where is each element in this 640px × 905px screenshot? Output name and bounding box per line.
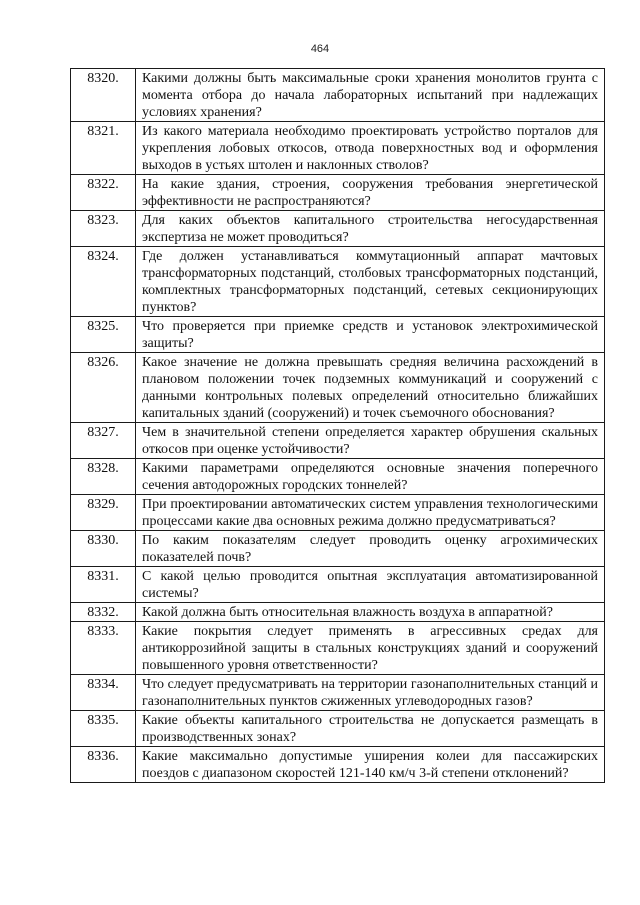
- question-number: 8328.: [71, 459, 136, 495]
- question-number: 8331.: [71, 567, 136, 603]
- table-row: [71, 603, 605, 622]
- question-text: Что проверяется при приемке средств и установок электрохимической защиты?: [136, 317, 605, 353]
- question-text: С какой целью проводится опытная эксплуатация автоматизированной системы?: [136, 567, 605, 603]
- table-row: [71, 747, 605, 783]
- question-text: Какие объекты капитального строительства не допускается размещать в производственных зонах?: [136, 711, 605, 747]
- table-row: [71, 423, 605, 459]
- table-row: [71, 622, 605, 675]
- table-row: [71, 211, 605, 247]
- question-text: При проектировании автоматических систем управления технологическими процессами какие два основных режима должно предусматриваться?: [136, 495, 605, 531]
- question-number: 8333.: [71, 622, 136, 675]
- page-number: 464: [310, 43, 330, 55]
- table-row: [71, 247, 605, 317]
- question-number: 8334.: [71, 675, 136, 711]
- question-text: Какими должны быть максимальные сроки хранения монолитов грунта с момента отбора до начала лабораторных испытаний при надлежащих условиях хранения?: [136, 69, 605, 122]
- table-row: [71, 675, 605, 711]
- question-text: Где должен устанавливаться коммутационный аппарат мачтовых трансформаторных подстанций, столбовых трансформаторных подстанций, комплектных трансформаторных подстанций, сетевых секционирующих пунктов?: [136, 247, 605, 317]
- question-number: 8323.: [71, 211, 136, 247]
- question-text: Какие максимально допустимые уширения колеи для пассажирских поездов с диапазоном скоростей 121-140 км/ч 3-й степени отклонений?: [136, 747, 605, 783]
- question-number: 8332.: [71, 603, 136, 622]
- question-number: 8325.: [71, 317, 136, 353]
- table-row: [71, 175, 605, 211]
- question-number: 8327.: [71, 423, 136, 459]
- question-text: Какими параметрами определяются основные значения поперечного сечения автодорожных городских тоннелей?: [136, 459, 605, 495]
- question-number: 8330.: [71, 531, 136, 567]
- question-text: Для каких объектов капитального строительства негосударственная экспертиза не может проводиться?: [136, 211, 605, 247]
- questions-table: [70, 68, 605, 783]
- question-text: Какой должна быть относительная влажность воздуха в аппаратной?: [136, 603, 605, 622]
- question-number: 8336.: [71, 747, 136, 783]
- question-text: Что следует предусматривать на территории газонаполнительных станций и газонаполнительных пунктов сжиженных углеводородных газов?: [136, 675, 605, 711]
- question-text: По каким показателям следует проводить оценку агрохимических показателей почв?: [136, 531, 605, 567]
- table-row: [71, 711, 605, 747]
- question-text: Чем в значительной степени определяется характер обрушения скальных откосов при оценке устойчивости?: [136, 423, 605, 459]
- question-number: 8322.: [71, 175, 136, 211]
- question-number: 8324.: [71, 247, 136, 317]
- question-text: На какие здания, строения, сооружения требования энергетической эффективности не распространяются?: [136, 175, 605, 211]
- question-number: 8321.: [71, 122, 136, 175]
- question-number: 8320.: [71, 69, 136, 122]
- question-text: Какое значение не должна превышать средняя величина расхождений в плановом положении точек подземных коммуникаций и сооружений с данными контрольных полевых определений относительно ближайших капитальных зданий (сооружений) и точек съемочного обоснования?: [136, 353, 605, 423]
- question-number: 8335.: [71, 711, 136, 747]
- table-row: [71, 459, 605, 495]
- table-row: [71, 567, 605, 603]
- question-text: Какие покрытия следует применять в агрессивных средах для антикоррозийной защиты в стальных конструкциях зданий и сооружений повышенного уровня ответственности?: [136, 622, 605, 675]
- question-text: Из какого материала необходимо проектировать устройство порталов для укрепления лобовых откосов, отвода поверхностных вод и оформления выходов в устьях штолен и наклонных стволов?: [136, 122, 605, 175]
- table-row: [71, 122, 605, 175]
- table-row: [71, 69, 605, 122]
- table-row: [71, 531, 605, 567]
- question-number: 8326.: [71, 353, 136, 423]
- table-row: [71, 317, 605, 353]
- table-row: [71, 495, 605, 531]
- question-number: 8329.: [71, 495, 136, 531]
- table-row: [71, 353, 605, 423]
